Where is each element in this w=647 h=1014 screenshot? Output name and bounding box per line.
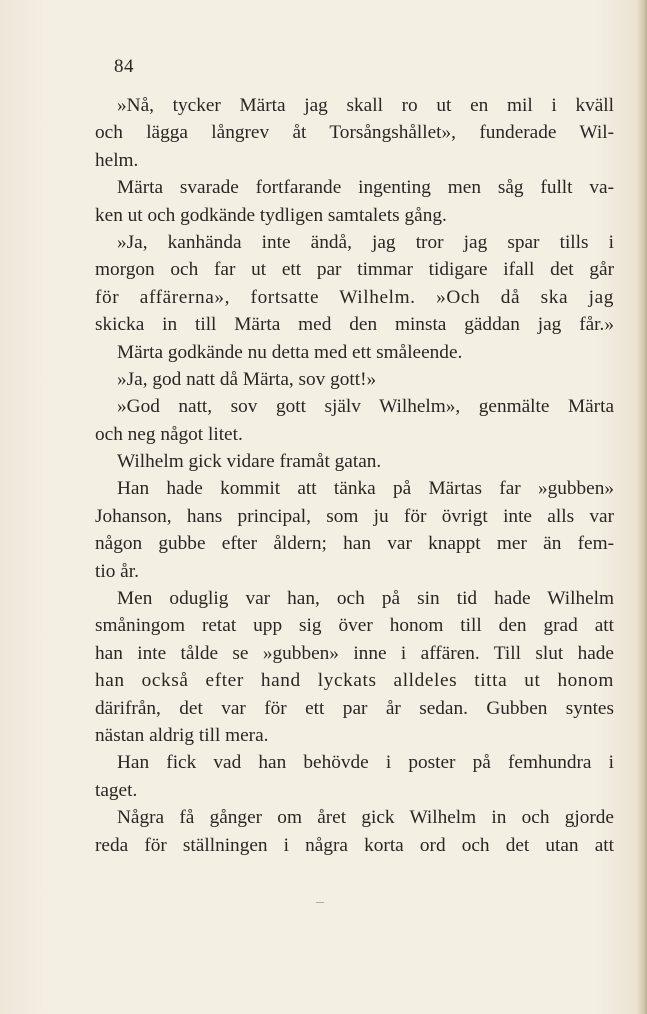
text-line: tio år.: [95, 560, 139, 582]
text-line: »God natt, sov gott själv Wilhelm», genmälte Märta: [117, 396, 614, 418]
text-line: och lägga långrev åt Torsångshållet», funderade Wil-: [95, 122, 614, 144]
text-line: småningom retat upp sig över honom till den grad att: [95, 615, 614, 637]
text-line: Men oduglig var han, och på sin tid hade Wilhelm: [117, 588, 614, 610]
text-line: Johanson, hans principal, som ju för övrigt inte alls var: [95, 505, 614, 527]
text-line: och neg något litet.: [95, 423, 243, 445]
page-number: 84: [114, 56, 134, 77]
text-line: Några få gånger om året gick Wilhelm in och gjorde: [117, 807, 614, 829]
text-line: reda för ställningen i några korta ord och det utan att: [95, 834, 614, 856]
text-line: ken ut och godkände tydligen samtalets gång.: [95, 204, 447, 226]
text-line: Han fick vad han behövde i poster på femhundra i: [117, 752, 614, 774]
page-edge-shadow: [637, 0, 647, 1014]
text-line: Han hade kommit att tänka på Märtas far »gubben»: [117, 478, 614, 500]
text-line: Märta svarade fortfarande ingenting men såg fullt va-: [117, 177, 614, 199]
text-line: någon gubbe efter åldern; han var knappt mer än fem-: [95, 533, 614, 555]
text-line: därifrån, det var för ett par år sedan. Gubben syntes: [95, 697, 614, 719]
body-text: [95, 92, 614, 859]
print-mark: [316, 902, 324, 903]
text-line: »Nå, tycker Märta jag skall ro ut en mil i kväll: [117, 95, 614, 116]
text-line: han inte tålde se »gubben» inne i affären. Till slut hade: [95, 642, 614, 664]
text-line: skicka in till Märta med den minsta gäddan jag får.»: [95, 314, 614, 336]
text-line: för affärerna», fortsatte Wilhelm. »Och då ska jag: [95, 286, 614, 308]
text-line: »Ja, kanhända inte ändå, jag tror jag spar tills i: [117, 231, 614, 253]
text-line: »Ja, god natt då Märta, sov gott!»: [117, 368, 377, 390]
text-line: morgon och far ut ett par timmar tidigare ifall det går: [95, 259, 614, 281]
text-line: Wilhelm gick vidare framåt gatan.: [117, 451, 382, 473]
text-line: helm.: [95, 149, 139, 171]
text-line: nästan aldrig till mera.: [95, 724, 269, 746]
text-line: Märta godkände nu detta med ett småleende.: [117, 341, 463, 363]
text-line: han också efter hand lyckats alldeles titta ut honom: [95, 670, 614, 692]
text-line: taget.: [95, 779, 138, 801]
